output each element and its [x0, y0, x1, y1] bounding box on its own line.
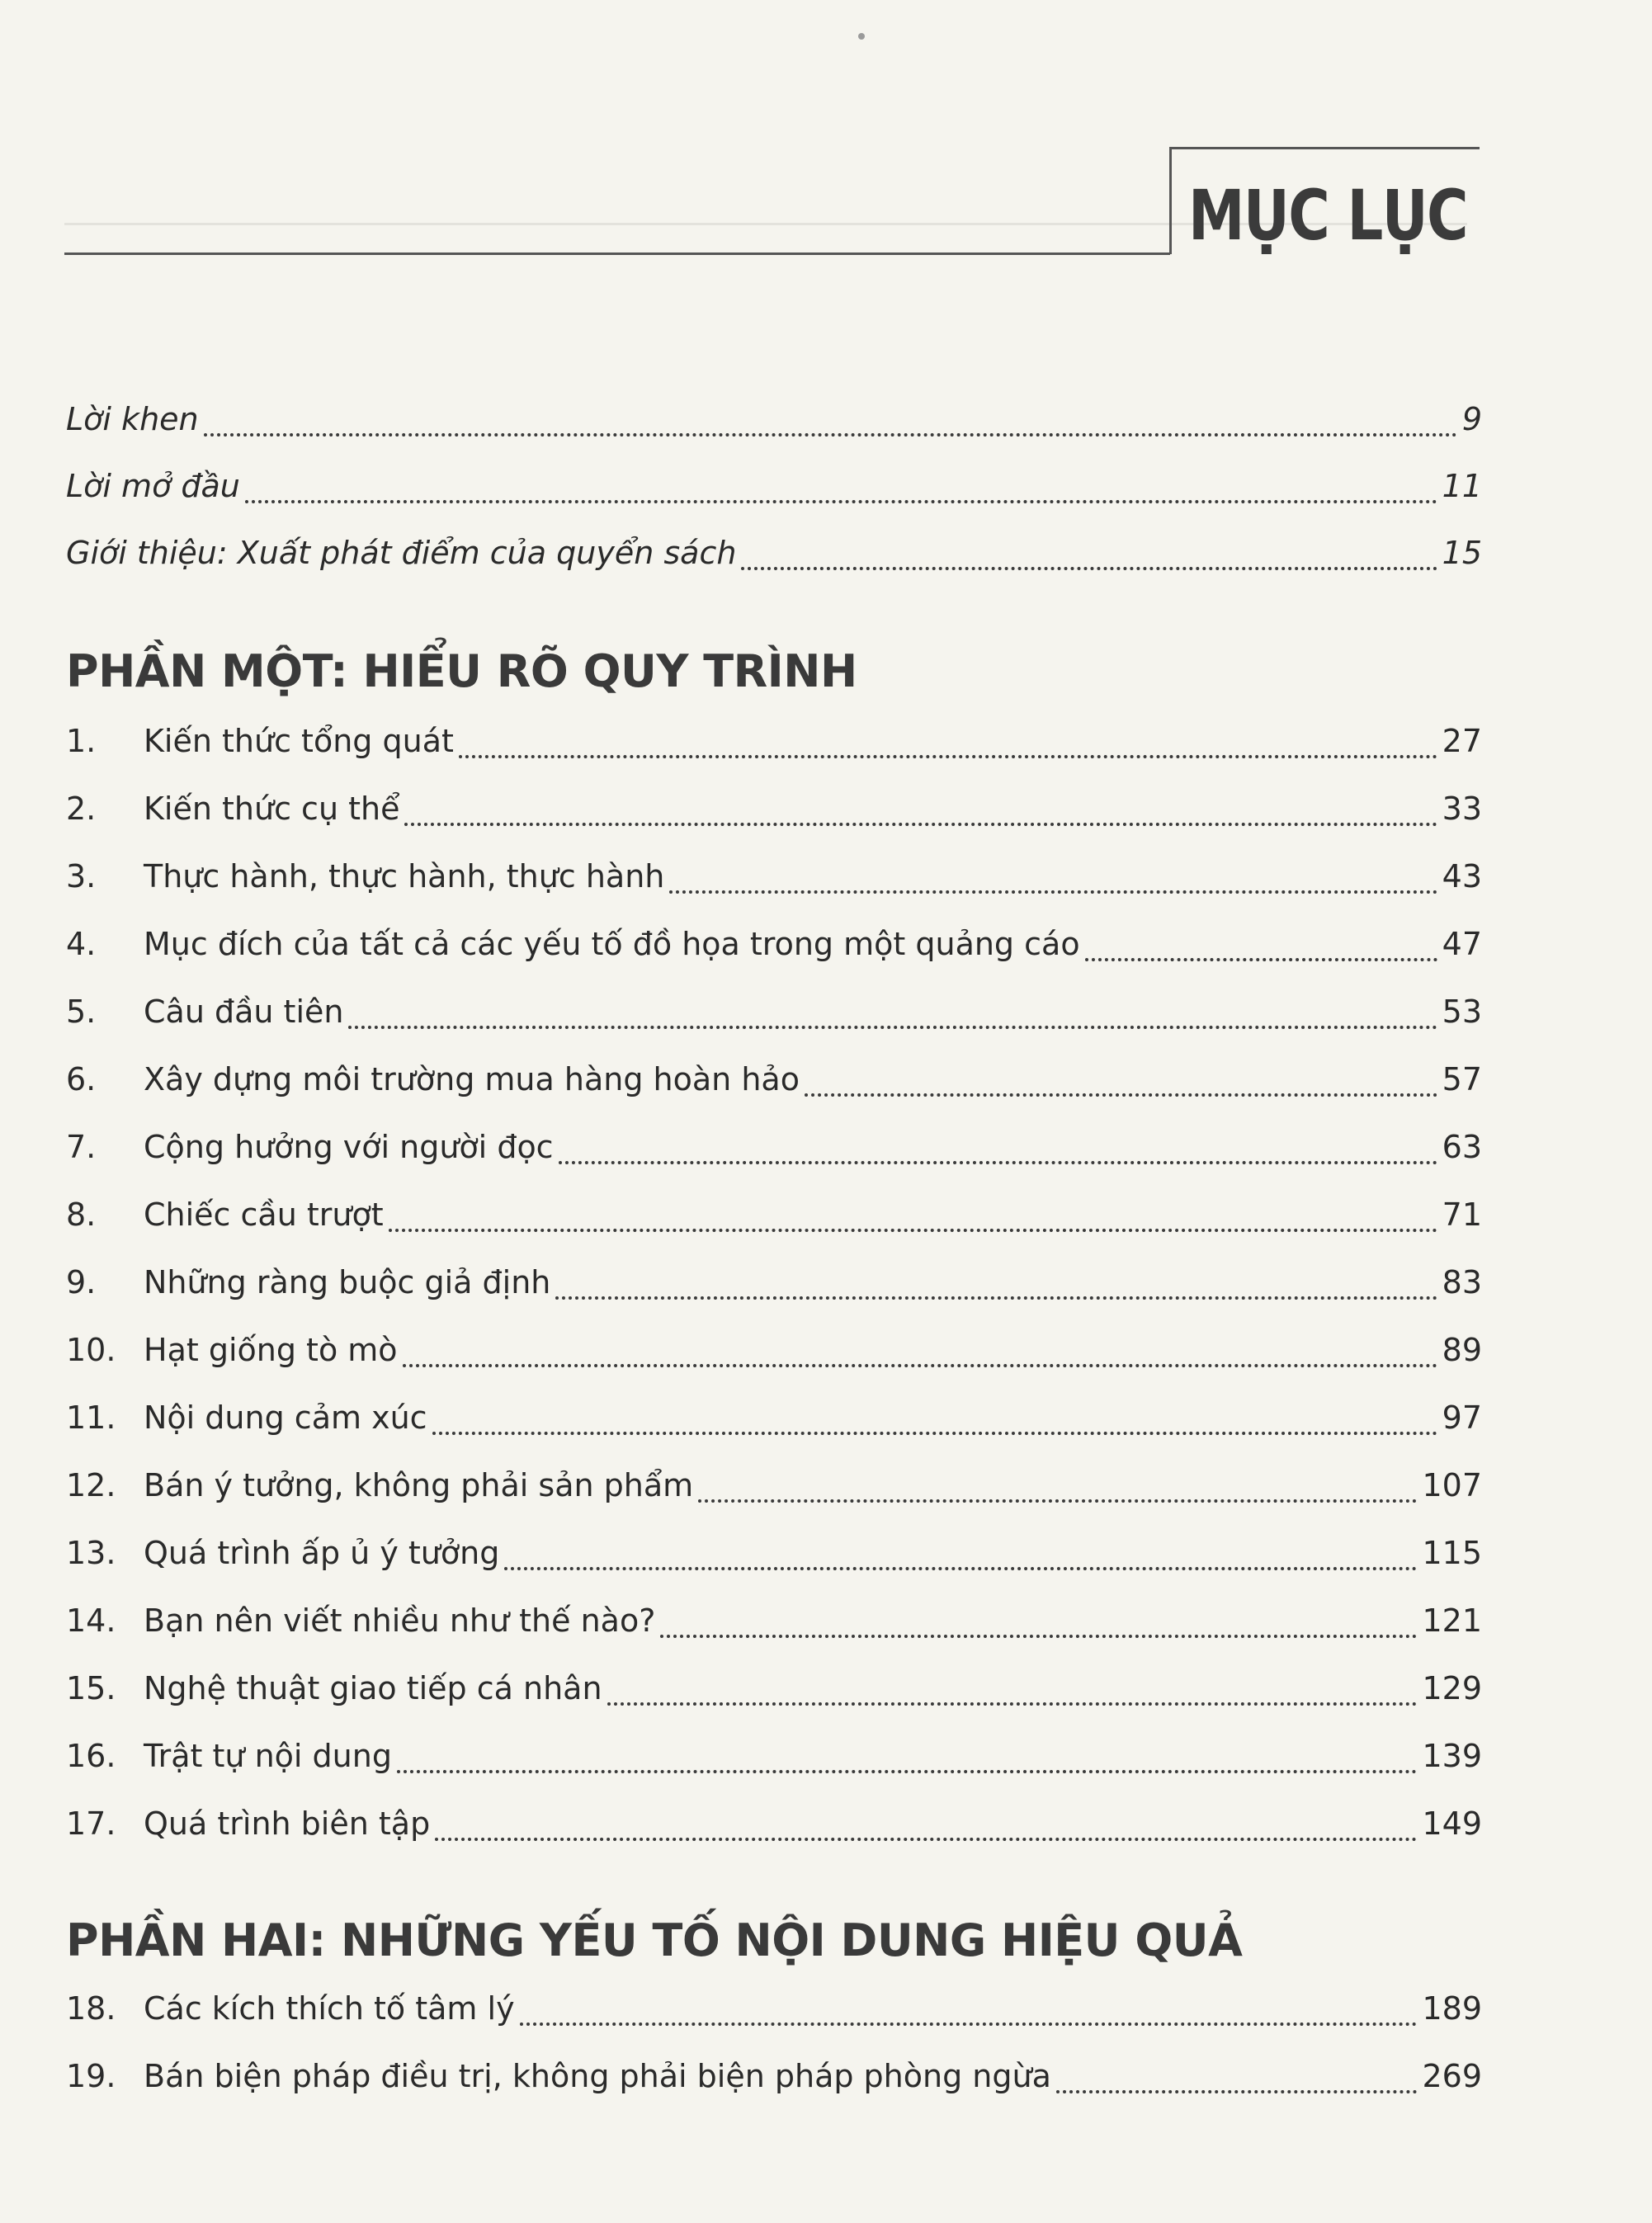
leader-dots — [1085, 953, 1437, 961]
toc-entry — [66, 1332, 1482, 1378]
toc-entry — [66, 2058, 1482, 2104]
header-rule-vertical — [1169, 147, 1172, 254]
leader-dots — [397, 1765, 1418, 1773]
toc-page: 11 — [1442, 468, 1482, 504]
leader-dots — [669, 885, 1437, 894]
toc-label: Lời mở đầu — [66, 468, 240, 504]
toc-label: Những ràng buộc giả định — [144, 1264, 551, 1300]
toc-page: 97 — [1442, 1399, 1482, 1436]
leader-dots — [432, 1427, 1437, 1435]
toc-entry — [66, 1061, 1482, 1107]
toc-entry — [66, 535, 1482, 581]
leader-dots — [459, 750, 1437, 758]
toc-number: 11. — [66, 1399, 116, 1436]
toc-page: 139 — [1422, 1738, 1482, 1774]
toc-entry — [66, 1535, 1482, 1581]
toc-label: Bán biện pháp điều trị, không phải biện pháp phòng ngừa — [144, 2058, 1051, 2094]
toc-label: Cộng hưởng với người đọc — [144, 1129, 554, 1165]
toc-page: 83 — [1442, 1264, 1482, 1300]
toc-number: 7. — [66, 1129, 97, 1165]
leader-dots — [389, 1224, 1437, 1232]
toc-number: 10. — [66, 1332, 116, 1368]
toc-label: Thực hành, thực hành, thực hành — [144, 858, 665, 894]
toc-entry — [66, 1602, 1482, 1649]
toc-page: 63 — [1442, 1129, 1482, 1165]
toc-page: 53 — [1442, 994, 1482, 1030]
toc-label: Nghệ thuật giao tiếp cá nhân — [144, 1670, 602, 1706]
toc-entry — [66, 858, 1482, 904]
leader-dots — [660, 1630, 1417, 1638]
toc-label: Các kích thích tố tâm lý — [144, 1990, 515, 2027]
toc-number: 14. — [66, 1602, 116, 1639]
toc-number: 4. — [66, 926, 97, 962]
leader-dots — [607, 1697, 1418, 1706]
toc-number: 12. — [66, 1467, 116, 1503]
toc-label: Hạt giống tò mò — [144, 1332, 398, 1368]
toc-number: 5. — [66, 994, 97, 1030]
leader-dots — [404, 818, 1437, 826]
leader-dots — [348, 1021, 1437, 1029]
toc-page: 269 — [1422, 2058, 1482, 2094]
toc-label: Quá trình biên tập — [144, 1805, 431, 1842]
toc-entry — [66, 468, 1482, 514]
toc-entry — [66, 1990, 1482, 2037]
toc-number: 13. — [66, 1535, 116, 1571]
header-rule-horizontal — [64, 253, 1170, 255]
leader-dots — [245, 495, 1437, 503]
toc-entry — [66, 926, 1482, 972]
toc-label: Quá trình ấp ủ ý tưởng — [144, 1535, 500, 1571]
toc-label: Kiến thức tổng quát — [144, 723, 454, 759]
toc-label: Bạn nên viết nhiều như thế nào? — [144, 1602, 656, 1639]
leader-dots — [504, 1562, 1417, 1570]
toc-label: Giới thiệu: Xuất phát điểm của quyển sách — [66, 535, 737, 571]
part-two-heading: PHẦN HAI: NHỮNG YẾU TỐ NỘI DUNG HIỆU QUẢ — [66, 1914, 1243, 1966]
leader-dots — [698, 1494, 1417, 1503]
toc-page: 149 — [1422, 1805, 1482, 1842]
toc-entry — [66, 1467, 1482, 1513]
leader-dots — [403, 1359, 1437, 1367]
toc-label: Bán ý tưởng, không phải sản phẩm — [144, 1467, 694, 1503]
toc-entry — [66, 1399, 1482, 1446]
toc-number: 19. — [66, 2058, 116, 2094]
toc-number: 16. — [66, 1738, 116, 1774]
toc-page: 121 — [1422, 1602, 1482, 1639]
leader-dots — [1056, 2085, 1418, 2093]
toc-page: 47 — [1442, 926, 1482, 962]
toc-number: 15. — [66, 1670, 116, 1706]
leader-dots — [435, 1833, 1417, 1841]
page-title: MỤC LỤC — [1188, 175, 1467, 256]
toc-entry — [66, 791, 1482, 837]
toc-page: 27 — [1442, 723, 1482, 759]
toc-page: 15 — [1442, 535, 1482, 571]
leader-dots — [741, 562, 1437, 570]
toc-entry — [66, 994, 1482, 1040]
toc-entry — [66, 1196, 1482, 1243]
leader-dots — [805, 1088, 1437, 1097]
header-rule-top — [1169, 147, 1480, 149]
toc-entry — [66, 1738, 1482, 1784]
toc-page: 33 — [1442, 791, 1482, 827]
leader-dots — [555, 1291, 1437, 1300]
toc-entry — [66, 1129, 1482, 1175]
toc-entry — [66, 1670, 1482, 1716]
toc-entry — [66, 1805, 1482, 1852]
toc-label: Nội dung cảm xúc — [144, 1399, 427, 1436]
leader-dots — [520, 2018, 1418, 2026]
toc-entry — [66, 723, 1482, 769]
toc-number: 1. — [66, 723, 97, 759]
toc-entry — [66, 401, 1482, 447]
toc-label: Câu đầu tiên — [144, 994, 344, 1030]
toc-number: 18. — [66, 1990, 116, 2027]
toc-page: 189 — [1422, 1990, 1482, 2027]
toc-page: 43 — [1442, 858, 1482, 894]
toc-page: 115 — [1422, 1535, 1482, 1571]
leader-dots — [204, 428, 1457, 437]
toc-number: 6. — [66, 1061, 97, 1097]
print-speck — [858, 33, 865, 40]
toc-label: Mục đích của tất cả các yếu tố đồ họa trong một quảng cáo — [144, 926, 1080, 962]
toc-number: 8. — [66, 1196, 97, 1233]
toc-label: Kiến thức cụ thể — [144, 791, 400, 827]
toc-entry — [66, 1264, 1482, 1310]
toc-label: Chiếc cầu trượt — [144, 1196, 384, 1233]
toc-page: 57 — [1442, 1061, 1482, 1097]
toc-label: Trật tự nội dung — [144, 1738, 392, 1774]
toc-page: 107 — [1422, 1467, 1482, 1503]
toc-label: Xây dựng môi trường mua hàng hoàn hảo — [144, 1061, 800, 1097]
part-one-heading: PHẦN MỘT: HIỂU RÕ QUY TRÌNH — [66, 645, 857, 697]
toc-label: Lời khen — [66, 401, 199, 437]
toc-page: 129 — [1422, 1670, 1482, 1706]
toc-number: 3. — [66, 858, 97, 894]
toc-number: 9. — [66, 1264, 97, 1300]
leader-dots — [559, 1156, 1437, 1164]
toc-number: 2. — [66, 791, 97, 827]
toc-page: 9 — [1461, 401, 1482, 437]
toc-page: 71 — [1442, 1196, 1482, 1233]
toc-number: 17. — [66, 1805, 116, 1842]
toc-page: 89 — [1442, 1332, 1482, 1368]
